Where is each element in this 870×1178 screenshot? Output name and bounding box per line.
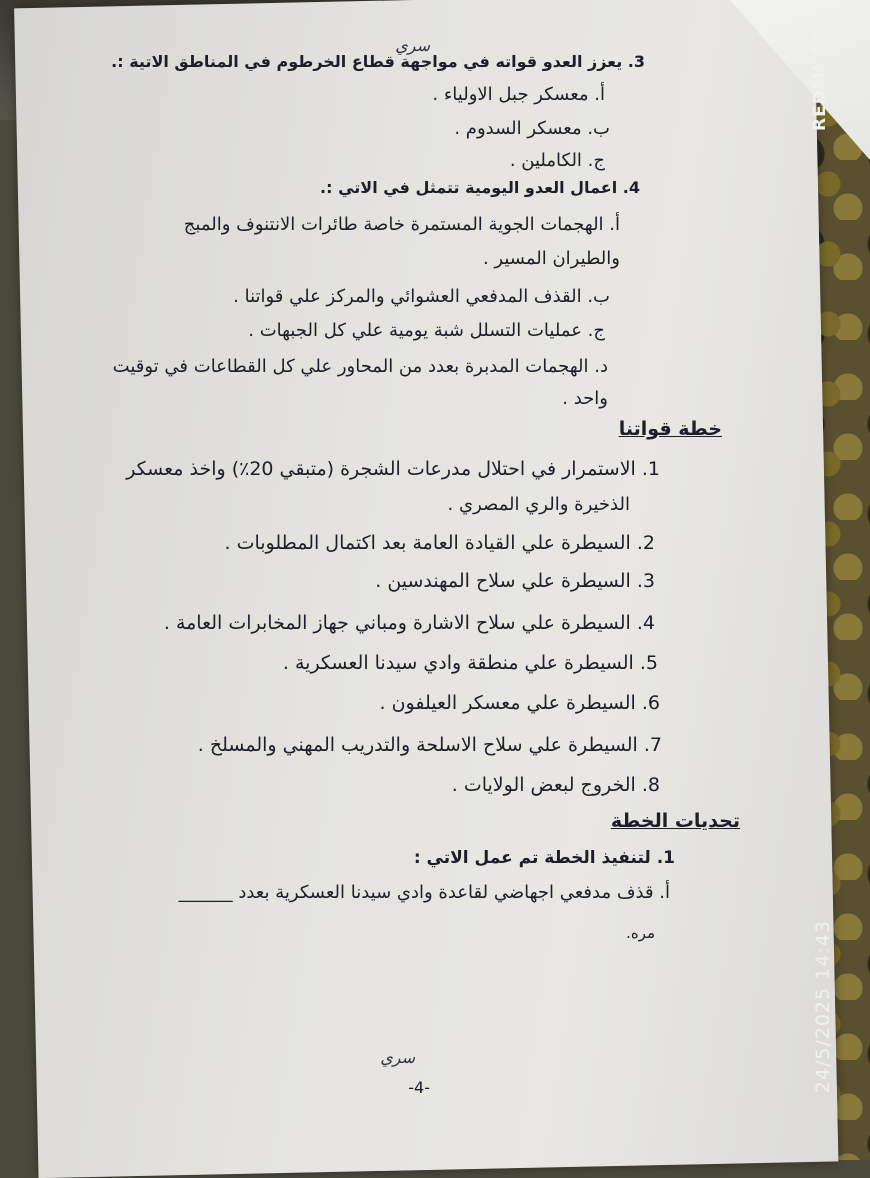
section3-item-a: أ. معسكر جبل الاولياء . — [432, 84, 605, 105]
challenges-heading: تحديات الخطة — [610, 810, 740, 832]
section3-title: 3. يعزز العدو قواته في مواجهة قطاع الخرطوم في المناطق الاتية :. — [111, 52, 645, 71]
camera-datetime-stamp: 24/5/2025 14:43 — [812, 920, 834, 1094]
section4-item-d-line2: واحد . — [562, 388, 608, 409]
plan-item-6: 6. السيطرة علي معسكر العيلفون . — [379, 692, 660, 714]
plan-item-2: 2. السيطرة علي القيادة العامة بعد اكتمال المطلوبات . — [224, 532, 655, 554]
plan-item-5: 5. السيطرة علي منطقة وادي سيدنا العسكرية . — [282, 652, 658, 674]
bottom-classification-mark: سري — [380, 1048, 415, 1067]
section4-item-c: ج. عمليات التسلل شبة يومية علي كل الجبهات . — [248, 320, 605, 341]
plan-item-4: 4. السيطرة علي سلاح الاشارة ومباني جهاز المخابرات العامة . — [163, 612, 655, 634]
top-classification-mark: سري — [395, 36, 430, 55]
plan-item-1-line2: الذخيرة والري المصري . — [447, 494, 630, 515]
section4-item-b: ب. القذف المدفعي العشوائي والمركز علي قواتنا . — [233, 286, 610, 307]
plan-item-3: 3. السيطرة علي سلاح المهندسين . — [375, 570, 655, 592]
plan-heading: خطة قواتنا — [618, 418, 722, 440]
challenges-item-1: 1. لتنفيذ الخطة تم عمل الاتي : — [413, 848, 675, 868]
challenges-item-1-a-line1: أ. قذف مدفعي اجهاضي لقاعدة وادي سيدنا العسكرية بعدد ______ — [178, 882, 670, 903]
section4-title: 4. اعمال العدو اليومية تتمثل في الاتي :. — [320, 178, 640, 197]
section3-item-b: ب. معسكر السدوم . — [454, 118, 610, 139]
section4-item-a-line1: أ. الهجمات الجوية المستمرة خاصة طائرات الانتنوف والمبج — [183, 214, 620, 235]
section3-item-c: ج. الكاملين . — [509, 150, 605, 171]
camera-device-stamp: REDMI A3 — [810, 30, 830, 131]
section4-item-d-line1: د. الهجمات المدبرة بعدد من المحاور علي كل القطاعات في توقيت — [112, 356, 608, 377]
page-number: -4- — [408, 1078, 430, 1097]
plan-item-7: 7. السيطرة علي سلاح الاسلحة والتدريب المهني والمسلخ . — [197, 734, 662, 756]
challenges-item-1-a-line2: مره. — [626, 924, 655, 942]
plan-item-8: 8. الخروج لبعض الولايات . — [451, 774, 660, 796]
plan-item-1-line1: 1. الاستمرار في احتلال مدرعات الشجرة (متبقي 20٪) واخذ معسكر — [126, 458, 660, 480]
section4-item-a-line2: والطيران المسير . — [482, 248, 620, 269]
